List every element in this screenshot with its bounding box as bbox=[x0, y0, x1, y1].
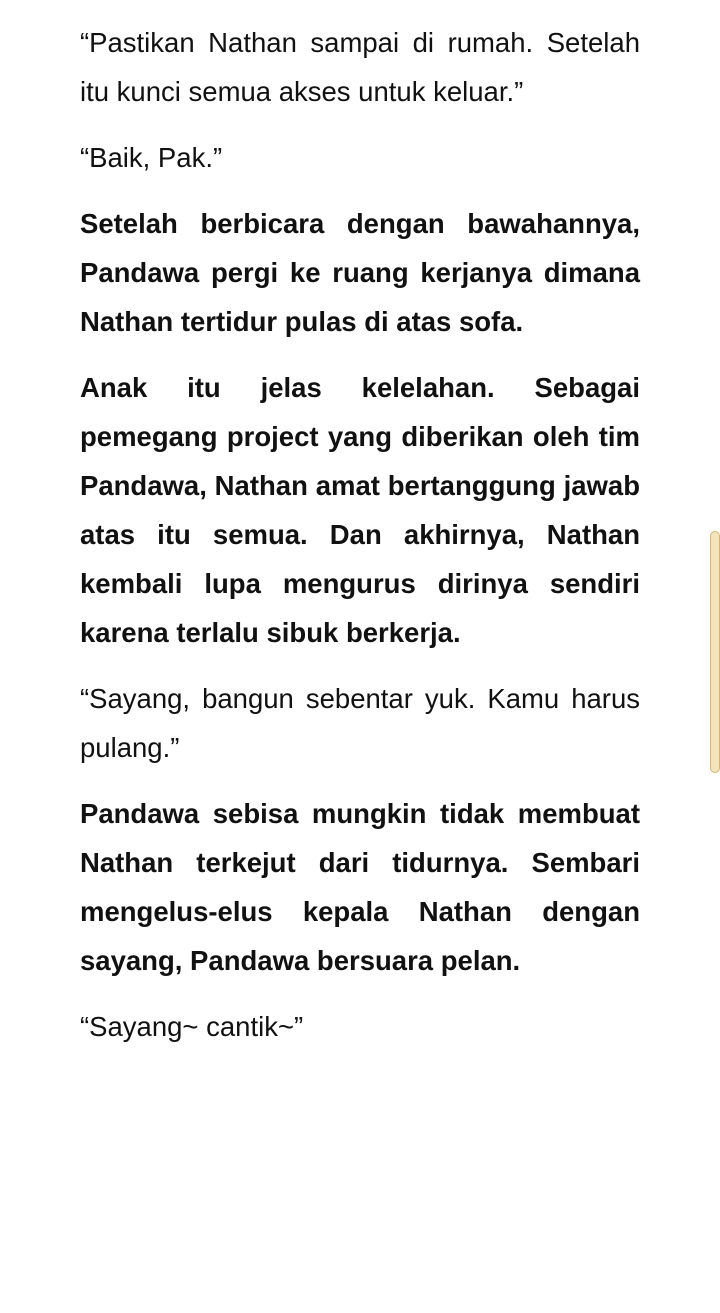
paragraph-dialogue-2: “Baik, Pak.” bbox=[80, 142, 223, 173]
paragraph-dialogue-1: “Pastikan Nathan sampai di rumah. Setelah itu kunci semua akses untuk keluar.” bbox=[80, 27, 640, 107]
vertical-scrollbar[interactable] bbox=[710, 531, 720, 771]
paragraph-dialogue-3: “Sayang, bangun sebentar yuk. Kamu harus pulang.” bbox=[80, 683, 640, 763]
scrollbar-thumb[interactable] bbox=[710, 531, 720, 773]
paragraph-narration-2: Anak itu jelas kelelahan. Sebagai pemegang project yang diberikan oleh tim Pandawa, Nathan amat bertanggung jawab atas itu semua. Dan akhirnya, Nathan kembali lupa mengurus dirinya sendiri karena terlalu sibuk berkerja. bbox=[80, 372, 640, 648]
paragraph-narration-3: Pandawa sebisa mungkin tidak membuat Nathan terkejut dari tidurnya. Sembari mengelus-elus kepala Nathan dengan sayang, Pandawa bersuara pelan. bbox=[80, 798, 640, 976]
paragraph-narration-1: Setelah berbicara dengan bawahannya, Pandawa pergi ke ruang kerjanya dimana Nathan tertidur pulas di atas sofa. bbox=[80, 208, 640, 337]
document-body bbox=[80, 18, 640, 1051]
paragraph-dialogue-4: “Sayang~ cantik~” bbox=[80, 1011, 304, 1042]
